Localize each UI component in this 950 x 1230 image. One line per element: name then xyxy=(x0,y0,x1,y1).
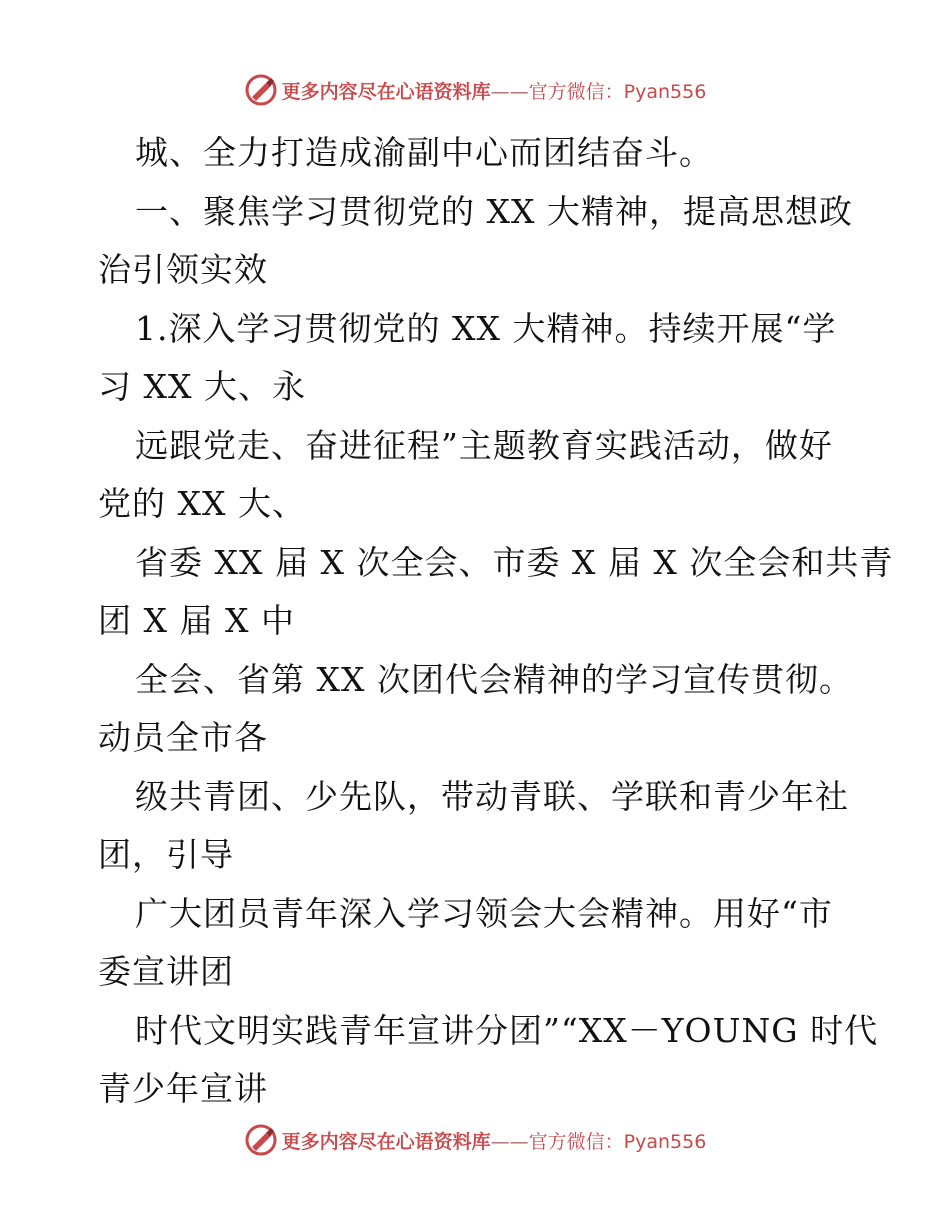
body-line: 团，引导 xyxy=(98,835,234,874)
body-line: 动员全市各 xyxy=(98,718,268,757)
watermark-text xyxy=(282,1127,707,1154)
body-line: 习 XX 大、永 xyxy=(98,367,306,406)
body-line: 委宣讲团 xyxy=(98,952,234,991)
watermark-site-text: 更多内容尽在心语资料库 xyxy=(281,1130,491,1153)
watermark-dash: —— xyxy=(490,1130,529,1153)
body-line: 团 X 届 X 中 xyxy=(98,601,295,640)
body-line: 全会、省第 XX 次团代会精神的学习宣传贯彻。 xyxy=(135,659,853,699)
pen-logo-icon xyxy=(244,73,278,107)
document-body xyxy=(98,124,894,1119)
body-line: 一、聚焦学习贯彻党的 XX 大精神，提高思想政 xyxy=(135,191,853,231)
watermark-wechat-text: 官方微信：Pyan556 xyxy=(528,80,707,103)
body-line: 城、全力打造成渝副中心而团结奋斗。 xyxy=(135,133,713,172)
watermark-dash: —— xyxy=(490,80,529,103)
body-line: 远跟党走、奋进征程”主题教育实践活动，做好 xyxy=(135,425,833,465)
watermark-site-text: 更多内容尽在心语资料库 xyxy=(281,80,491,103)
watermark-wechat-text: 官方微信：Pyan556 xyxy=(528,1130,707,1153)
body-line: 党的 XX 大、 xyxy=(98,484,306,523)
watermark-text xyxy=(282,77,707,104)
body-line: 1.深入学习贯彻党的 XX 大精神。持续开展“学 xyxy=(135,308,837,348)
body-line: 时代文明实践青年宣讲分团”“XX－YOUNG 时代 xyxy=(135,1010,879,1050)
body-line: 治引领实效 xyxy=(98,250,268,289)
body-line: 青少年宣讲 xyxy=(98,1069,268,1108)
header-watermark xyxy=(0,70,950,110)
pen-logo-icon xyxy=(244,1123,278,1157)
body-line: 级共青团、少先队，带动青联、学联和青少年社 xyxy=(135,776,849,816)
body-line: 广大团员青年深入学习领会大会精神。用好“市 xyxy=(135,893,833,933)
body-line: 省委 XX 届 X 次全会、市委 X 届 X 次全会和共青 xyxy=(135,542,894,582)
footer-watermark xyxy=(0,1120,950,1160)
